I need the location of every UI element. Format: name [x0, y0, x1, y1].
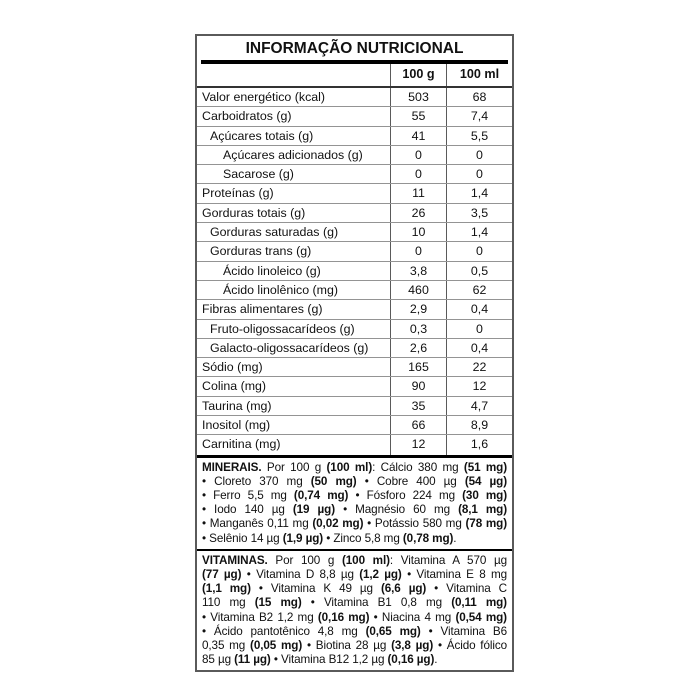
nutrient-label: Sacarose (g) — [197, 165, 391, 183]
nutrient-label: Galacto-oligossacarídeos (g) — [197, 339, 391, 357]
nutrient-label: Sódio (mg) — [197, 358, 391, 376]
value-per-100g: 165 — [391, 358, 447, 376]
nutrient-label: Carboidratos (g) — [197, 107, 391, 125]
table-row — [197, 397, 512, 416]
value-per-100g: 10 — [391, 223, 447, 241]
table-row — [197, 107, 512, 126]
text-line: MINERAIS. Por 100 g (100 ml): Cálcio 380 mg (51 mg) — [202, 460, 508, 474]
value-per-100g: 90 — [391, 377, 447, 395]
value-per-100ml: 22 — [472, 360, 487, 375]
nutrient-label: Valor energético (kcal) — [197, 88, 391, 106]
value-per-100ml: 62 — [472, 282, 487, 297]
nutrient-label: Colina (mg) — [197, 377, 391, 395]
value-per-100g: 26 — [391, 204, 447, 222]
value-per-100g: 66 — [391, 416, 447, 434]
value-per-100g: 2,6 — [391, 339, 447, 357]
value-per-100ml: 0,4 — [470, 340, 489, 355]
table-row — [197, 184, 512, 203]
minerals-section — [197, 458, 512, 549]
table-title: INFORMAÇÃO NUTRICIONAL — [245, 40, 464, 57]
nutrient-label: Fruto-oligossacarídeos (g) — [197, 320, 391, 338]
table-row — [197, 165, 512, 184]
value-per-100g: 11 — [391, 184, 447, 202]
text-line: (77 µg) • Vitamina D 8,8 µg (1,2 µg) • Vitamina E 8 mg — [202, 568, 507, 582]
value-per-100ml: 7,4 — [470, 109, 489, 124]
value-per-100ml: 3,5 — [470, 205, 489, 220]
value-per-100ml: 1,4 — [470, 225, 489, 240]
value-per-100ml: 5,5 — [470, 128, 489, 143]
nutrient-label: Gorduras trans (g) — [197, 242, 391, 260]
value-per-100g: 55 — [391, 107, 447, 125]
table-row — [197, 416, 512, 435]
text-line: (1,1 mg) • Vitamina K 49 µg (6,6 µg) • Vitamina C — [202, 582, 507, 596]
value-per-100ml: 12 — [472, 379, 487, 394]
text-line: • Ferro 5,5 mg (0,74 mg) • Fósforo 224 mg (30 mg) — [202, 489, 507, 503]
nutrient-label: Açúcares totais (g) — [197, 127, 391, 145]
text-line: VITAMINAS. Por 100 g (100 ml): Vitamina A 570 µg — [202, 553, 507, 567]
nutrient-label: Ácido linolênico (mg) — [197, 281, 391, 299]
value-per-100g: 12 — [391, 435, 447, 454]
table-row — [197, 339, 512, 358]
text-line: • Ácido pantotênico 4,8 mg (0,65 mg) • Vitamina B6 — [202, 624, 507, 638]
text-line: 85 µg (11 µg) • Vitamina B12 1,2 µg (0,16 µg). — [202, 653, 438, 667]
value-per-100ml: 0 — [476, 321, 483, 336]
value-per-100ml: 0,5 — [470, 263, 489, 278]
value-per-100ml: 8,9 — [470, 418, 489, 433]
nutrient-label: Carnitina (mg) — [197, 435, 391, 454]
text-line: • Vitamina B2 1,2 mg (0,16 mg) • Niacina 4 mg (0,54 mg) — [202, 610, 507, 624]
table-body — [197, 88, 512, 455]
nutrient-label: Açúcares adicionados (g) — [197, 146, 391, 164]
nutrient-label: Ácido linoleico (g) — [197, 262, 391, 280]
table-row — [197, 223, 512, 242]
column-header-100ml: 100 ml — [459, 67, 500, 81]
value-per-100ml: 68 — [472, 90, 487, 104]
value-per-100g: 3,8 — [391, 262, 447, 280]
table-row — [197, 435, 512, 454]
table-header-row — [197, 64, 512, 88]
table-row — [197, 204, 512, 223]
table-row — [197, 262, 512, 281]
vitamins-section — [197, 551, 512, 671]
table-row — [197, 146, 512, 165]
value-per-100ml: 0 — [476, 147, 483, 162]
text-line: • Selênio 14 µg (1,9 µg) • Zinco 5,8 mg (0,78 mg). — [202, 531, 457, 545]
value-per-100g: 2,9 — [391, 300, 447, 318]
nutrient-label: Proteínas (g) — [197, 184, 391, 202]
value-per-100ml: 0,4 — [470, 302, 489, 317]
column-header-100g: 100 g — [391, 64, 447, 86]
header-empty-cell — [197, 64, 391, 86]
value-per-100g: 0 — [391, 165, 447, 183]
value-per-100g: 460 — [391, 281, 447, 299]
text-line: • Cloreto 370 mg (50 mg) • Cobre 400 µg (54 µg) — [202, 474, 508, 488]
value-per-100g: 35 — [391, 397, 447, 415]
table-row — [197, 300, 512, 319]
value-per-100g: 503 — [391, 88, 447, 106]
table-row — [197, 281, 512, 300]
table-row — [197, 377, 512, 396]
text-line: 110 mg (15 mg) • Vitamina B1 0,8 mg (0,11 mg) — [202, 596, 507, 610]
table-row — [197, 127, 512, 146]
nutrition-facts-table — [195, 34, 514, 672]
value-per-100ml: 0 — [476, 244, 483, 259]
value-per-100g: 41 — [391, 127, 447, 145]
nutrient-label: Gorduras totais (g) — [197, 204, 391, 222]
text-line: • Manganês 0,11 mg (0,02 mg) • Potássio 580 mg (78 mg) — [202, 517, 507, 531]
nutrient-label: Fibras alimentares (g) — [197, 300, 391, 318]
nutrient-label: Taurina (mg) — [197, 397, 391, 415]
value-per-100ml: 1,4 — [470, 186, 489, 201]
value-per-100g: 0 — [391, 146, 447, 164]
table-row — [197, 320, 512, 339]
table-row — [197, 88, 512, 107]
table-row — [197, 358, 512, 377]
nutrient-label: Inositol (mg) — [197, 416, 391, 434]
nutrient-label: Gorduras saturadas (g) — [197, 223, 391, 241]
table-row — [197, 242, 512, 261]
text-line: 0,35 mg (0,05 mg) • Biotina 28 µg (3,8 µg) • Ácido fólico — [202, 639, 507, 653]
value-per-100ml: 0 — [476, 167, 483, 182]
value-per-100g: 0 — [391, 242, 447, 260]
value-per-100ml: 4,7 — [470, 398, 489, 413]
value-per-100ml: 1,6 — [470, 437, 489, 452]
value-per-100g: 0,3 — [391, 320, 447, 338]
text-line: • Iodo 140 µg (19 µg) • Magnésio 60 mg (8,1 mg) — [202, 503, 507, 517]
